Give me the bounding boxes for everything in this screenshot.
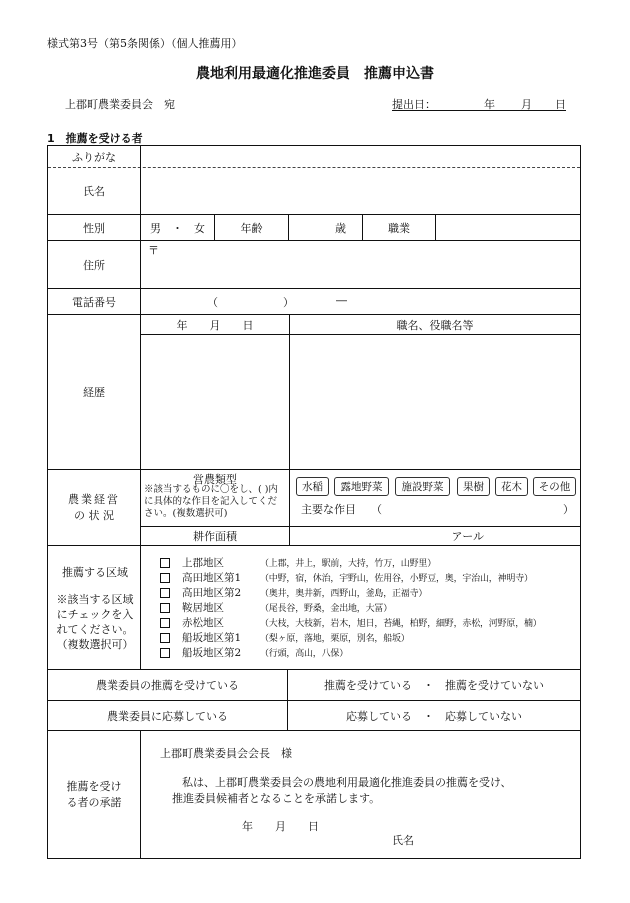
addressee: 上郡町農業委員会 宛 (65, 98, 175, 111)
consent-label (48, 731, 140, 858)
address-label: 住所 (83, 258, 105, 272)
column-divider (140, 730, 141, 858)
crop-fruit-trees[interactable]: 果樹 (457, 477, 490, 496)
consent-date[interactable]: 年 月 日 (242, 820, 319, 833)
phone-label: 電話番号 (72, 295, 116, 309)
area-item[interactable] (160, 645, 348, 660)
area-localities: （行頭，高山，八保） (260, 649, 349, 659)
consent-text-line2: 推進委員候補者となることを承諾します。 (172, 792, 381, 805)
main-crop-label: 主要な作目 (301, 503, 356, 516)
area-name: 鞍居地区 (182, 602, 224, 614)
crop-open-field-vegetables[interactable]: 露地野菜 (334, 477, 389, 496)
submit-year: 年 (484, 98, 495, 111)
farming-instruction: ※該当するものに〇をし、( )内に具体的な作目を記入してください。(複数選択可) (144, 484, 278, 519)
furigana-input[interactable] (141, 146, 580, 167)
checkbox[interactable] (160, 558, 170, 568)
crop-greenhouse-vegetables[interactable]: 施設野菜 (395, 477, 450, 496)
checkbox[interactable] (160, 603, 170, 613)
checkbox[interactable] (160, 573, 170, 583)
area-name: 船坂地区第2 (182, 647, 242, 659)
submit-date-label: 提出日： (392, 98, 436, 111)
row-divider (48, 545, 580, 546)
area-item[interactable] (160, 615, 542, 630)
career-date-header: 年 月 日 (176, 318, 254, 332)
area-name: 高田地区第2 (182, 587, 242, 599)
area-item[interactable] (160, 585, 427, 600)
areas-note (52, 592, 138, 652)
areas-note-line1: ※該当する区域 (56, 593, 134, 606)
address-input[interactable] (141, 241, 580, 288)
checkbox[interactable] (160, 633, 170, 643)
consent-text-line1: 私は、上郡町農業委員会の農地利用最適化推進委員の推薦を受け、 (182, 776, 512, 789)
areas-note-line4: （複数選択可） (56, 638, 134, 651)
area-localities: （梨ヶ原，落地，栗原，別名，船坂） (260, 634, 410, 644)
area-item[interactable] (160, 630, 410, 645)
occupation-label: 職業 (388, 221, 410, 235)
consent-addressee: 上郡町農業委員会会長 様 (160, 747, 292, 760)
gender-options[interactable]: 男 ・ 女 (150, 221, 205, 235)
area-localities: （尾長谷，野桑，金出地，大冨） (260, 604, 393, 614)
section-title: 1 推薦を受ける者 (47, 132, 143, 145)
area-item[interactable] (160, 570, 533, 585)
area-localities: （中野，宿，休治，宇野山，佐用谷，小野豆，奥，宇治山，神明寺） (260, 574, 533, 584)
age-label: 年齢 (240, 221, 263, 235)
gender-label: 性別 (83, 221, 105, 235)
area-item[interactable] (160, 600, 392, 615)
crop-other[interactable]: その他 (533, 477, 576, 496)
consent-label-line1: 推薦を受け (66, 779, 122, 793)
form-number: 様式第3号（第5条関係）（個人推薦用） (47, 37, 243, 50)
age-unit: 歳 (335, 221, 346, 235)
postal-mark: 〒 (148, 244, 159, 257)
farm-area-input[interactable] (290, 527, 580, 545)
submit-day: 日 (555, 98, 566, 111)
checkbox[interactable] (160, 588, 170, 598)
crop-flowering-trees[interactable]: 花木 (495, 477, 528, 496)
farm-area-unit: アール (451, 530, 484, 543)
farming-label (48, 470, 140, 545)
areas-label: 推薦する区域 (62, 566, 128, 579)
consent-label-line2: る者の承諾 (66, 795, 122, 809)
area-name: 高田地区第1 (182, 572, 242, 584)
area-name: 船坂地区第1 (182, 632, 242, 644)
occupation-input[interactable] (436, 215, 580, 240)
area-item[interactable] (160, 555, 436, 570)
area-name: 赤松地区 (182, 617, 224, 629)
career-title-input[interactable] (290, 335, 580, 469)
phone-paren-close: ） (283, 296, 294, 309)
area-localities: （奥井，奥井新，西野山，釜島，正福寺） (260, 589, 428, 599)
checkbox[interactable] (160, 648, 170, 658)
furigana-label: ふりがな (72, 150, 116, 164)
career-label: 経歴 (83, 386, 105, 399)
name-input[interactable] (141, 168, 580, 214)
name-label: 氏名 (83, 185, 105, 198)
consent-name-label: 氏名 (392, 834, 414, 847)
phone-dash: ― (336, 294, 347, 307)
main-crop-open: （ (371, 503, 382, 516)
farm-area-label: 耕作面積 (193, 530, 237, 543)
applied-label: 農業委員に応募している (107, 709, 228, 723)
phone-paren-open: （ (207, 296, 218, 309)
submit-month: 月 (521, 98, 532, 111)
areas-note-line2: にチェックを入 (56, 608, 134, 621)
farming-type-title: 営農類型 (193, 473, 237, 486)
recommend-label: 農業委員の推薦を受けている (96, 679, 239, 692)
area-localities: （大枝，大枝新，岩木，旭日，苔縄，柏野，細野，赤松，河野原，楠） (260, 619, 542, 629)
consent-name-input[interactable] (420, 828, 570, 848)
crop-rice[interactable]: 水稲 (296, 477, 329, 496)
farming-label-line2: の 状 況 (74, 508, 114, 522)
main-crop-close: ） (563, 503, 574, 516)
checkbox[interactable] (160, 618, 170, 628)
page-title: 農地利用最適化推進委員 推薦申込書 (196, 66, 434, 82)
area-name: 上郡地区 (182, 557, 224, 569)
farming-label-line1: 農業経営 (68, 492, 120, 506)
recommend-options[interactable]: 推薦を受けている ・ 推薦を受けていない (324, 679, 544, 692)
area-localities: （上郡，井上，駅前，大持，竹万，山野里） (260, 559, 437, 569)
age-input[interactable] (289, 215, 362, 240)
areas-note-line3: れてください。 (56, 623, 134, 636)
main-crop-input[interactable] (385, 499, 560, 517)
career-date-input[interactable] (141, 335, 289, 469)
applied-options[interactable]: 応募している ・ 応募していない (346, 709, 522, 723)
submit-date[interactable] (392, 96, 566, 111)
career-title-header: 職名、役職名等 (396, 318, 474, 332)
